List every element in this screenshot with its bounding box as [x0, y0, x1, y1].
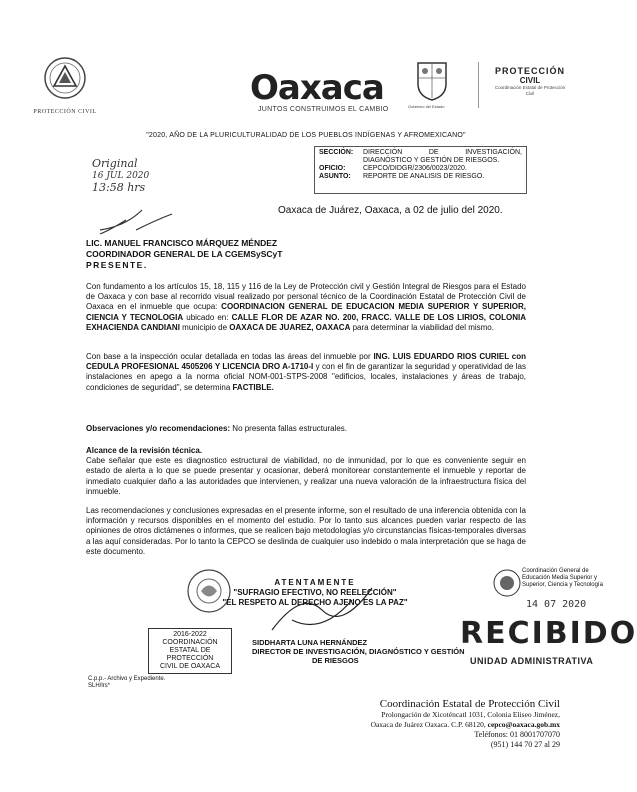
handwritten-line: 13:58 hrs — [92, 181, 146, 194]
received-word: RECIBIDO — [460, 616, 637, 651]
stamp-line: CIVIL DE OAXACA — [159, 663, 221, 670]
ccp-line: C.p.p.- Archivo y Expediente. — [88, 676, 166, 682]
footer-address2-text: Oaxaca de Juárez Oaxaca. C.P. 68120, — [370, 720, 488, 729]
section-row — [319, 149, 522, 165]
asunto-row — [319, 173, 522, 181]
inspector-credentials: ING. LUIS EDUARDO RIOS CURIEL con CEDULA PROFESIONAL 4505206 Y LICENCIA DRO A-1710-I — [86, 352, 527, 372]
oficio-key: OFICIO: — [319, 165, 346, 172]
addressee-block — [86, 238, 282, 271]
building-address: CALLE FLOR DE AZAR NO. 200, FRACC. VALLE DE LOS LIRIOS, COLONIA EXHACIENDA CANDIANI — [86, 312, 527, 332]
received-unit: UNIDAD ADMINISTRATIVA — [470, 656, 594, 666]
signature-closing: ATENTAMENTE — [274, 578, 356, 587]
text: Con base a la inspección ocular detallada en todas las áreas del inmueble por — [86, 352, 374, 361]
stamp-line: ESTATAL DE — [169, 647, 211, 654]
asunto-value: REPORTE DE ANALISIS DE RIESGO. — [363, 173, 485, 180]
observations-line — [86, 424, 526, 434]
text: para determinar la viabilidad del mismo. — [350, 322, 494, 332]
seal-label: Gobierno del Estado — [408, 104, 445, 109]
handwritten-received-note — [92, 158, 149, 194]
signer-block — [252, 638, 465, 665]
text: y con el fin de garantizar la seguridad y operatividad de las instalaciones en apego a la norma oficial NOM-001-STPS-2008 "edificios, locales, instalaciones y áreas de trabajo, condiciones de seguridad", se determina — [86, 362, 526, 392]
stamp-line: PROTECCIÓN — [166, 655, 214, 662]
footer-contact — [290, 698, 560, 750]
scope-section — [86, 446, 526, 497]
observations-label: Observaciones y/o recomendaciones: — [86, 424, 231, 433]
section-reference-box — [314, 146, 527, 194]
state-seal-icon — [415, 60, 449, 102]
verdict: FACTIBLE. — [232, 382, 274, 392]
text: Con fundamento a los artículos 15, 18, 115 y 116 de la Ley de Protección civil y Gestión Integral de Riesgos para el Estado de Oaxaca y con base al recorrido visual realizado por personal técnico de la Coordinación Estatal de Protección Civil de Oaxaca en el inmueble que ocupa: — [86, 282, 526, 312]
signer-name: SIDDHARTA LUNA HERNÁNDEZ — [252, 638, 368, 647]
office-stamp — [148, 628, 232, 674]
oaxaca-tagline: JUNTOS CONSTRUIMOS EL CAMBIO — [258, 106, 389, 113]
signature-scribble — [262, 580, 382, 640]
received-seal-icon — [492, 568, 522, 598]
header-divider — [478, 62, 479, 108]
handwritten-line: Original — [92, 157, 138, 170]
left-logo-label: PROTECCIÓN CIVIL — [33, 109, 97, 115]
oficio-row — [319, 165, 522, 173]
paragraph-disclaimer: Las recomendaciones y conclusiones expresadas en el presente informe, son el resultado de una inferencia obtenida con la información y recursos disponibles en el momento del estudio. Por lo tanto sus alcances pueden variar respecto de las opiniones de otros dictámenes o informes, que se realicen bajo metodologías y/o circunstancias físicas-temporales diversas a las aquí consideradas. Por lo tanto la CEPCO se deslinda de cualquier uso indebido o mala interpretación que se haga de este documento. — [86, 506, 526, 556]
signer-role: DIRECTOR DE INVESTIGACIÓN, DIAGNÓSTICO Y GESTIÓN — [252, 647, 465, 656]
scope-heading: Alcance de la revisión técnica. — [86, 446, 203, 455]
right-logo-line3: Coordinación Estatal de Protección Civil — [494, 85, 566, 96]
handwritten-line: 16 JUL 2020 — [92, 171, 150, 181]
right-logo-line2: CIVIL — [519, 76, 541, 85]
ccp-block — [88, 676, 165, 690]
proteccion-civil-logo — [30, 56, 100, 115]
addressee-title: COORDINADOR GENERAL DE LA CGEMSySCyT — [86, 249, 283, 259]
date-line: Oaxaca de Juárez, Oaxaca, a 02 de julio del 2020. — [278, 205, 503, 216]
handwritten-signature-scribble — [96, 200, 176, 236]
footer-address2 — [290, 720, 560, 730]
text: municipio de — [179, 322, 230, 332]
civil-protection-emblem-icon — [43, 56, 87, 100]
signature-motto2: "EL RESPETO AL DERECHO AJENO ES LA PAZ" — [222, 598, 408, 607]
year-motto: "2020, AÑO DE LA PLURICULTURALIDAD DE LOS PUEBLOS INDÍGENAS Y AFROMEXICANO" — [146, 132, 466, 139]
stamp-line: COORDINACIÓN — [162, 639, 218, 646]
signer-role-cont: DE RIESGOS — [312, 656, 359, 665]
paragraph-inspection — [86, 352, 526, 393]
proteccion-civil-right-logo — [490, 66, 570, 97]
addressee-greeting: PRESENTE. — [86, 260, 148, 270]
oficio-value: CEPCO/DIDGR/2306/0023/2020. — [363, 165, 467, 172]
addressee-name: LIC. MANUEL FRANCISCO MÁRQUEZ MÉNDEZ — [86, 238, 278, 248]
received-stamp-label: Coordinación General de Educación Media Superior y Superior, Ciencia y Tecnología — [522, 568, 603, 588]
oaxaca-logo-text: Oaxaca — [250, 68, 384, 108]
ccp-initials: SLH/lrs* — [88, 683, 111, 689]
received-date: 14 07 2020 — [526, 599, 587, 610]
paragraph-legal-basis — [86, 282, 526, 333]
section-value: DIRECCIÓN DE INVESTIGACIÓN, DIAGNÓSTICO Y GESTIÓN DE RIESGOS. — [363, 149, 522, 164]
stamp-line: 2016-2022 — [173, 631, 207, 638]
footer-org: Coordinación Estatal de Protección Civil — [379, 698, 560, 710]
scope-text: Cabe señalar que este es diagnostico estructural de viabilidad, no de inmunidad, por lo que es conveniente seguir en estado de alerta a lo que se puede presentar y ocasionar, deberá monitorear constantemente el inmueble y reportar de inmediato cualquier daño a las autoridades que intervienen, y realizar una nueva valoración de la infraestructura física del inmueble. — [86, 456, 526, 496]
asunto-key: ASUNTO: — [319, 173, 351, 180]
text: ubicado en: — [183, 312, 232, 322]
footer-phone2: (951) 144 70 27 al 29 — [490, 740, 560, 749]
building-name: COORDINACION GENERAL DE EDUCACION MEDIA SUPERIOR Y SUPERIOR, CIENCIA Y TECNOLOGIA — [86, 302, 526, 322]
signature-motto1: "SUFRAGIO EFECTIVO, NO REELECCIÓN" — [233, 588, 397, 597]
section-key: SECCIÓN: — [319, 149, 354, 156]
footer-address1: Prolongación de Xicoténcatl 1031, Colonia Eliseo Jiménez, — [381, 710, 560, 719]
municipality: OAXACA DE JUAREZ, OAXACA — [229, 322, 351, 332]
footer-phone1: Teléfonos: 01 8001707070 — [474, 730, 560, 739]
observations-text: No presenta fallas estructurales. — [230, 424, 348, 433]
right-logo-line1: PROTECCIÓN — [494, 66, 565, 76]
footer-email: cepco@oaxaca.gob.mx — [487, 720, 560, 729]
